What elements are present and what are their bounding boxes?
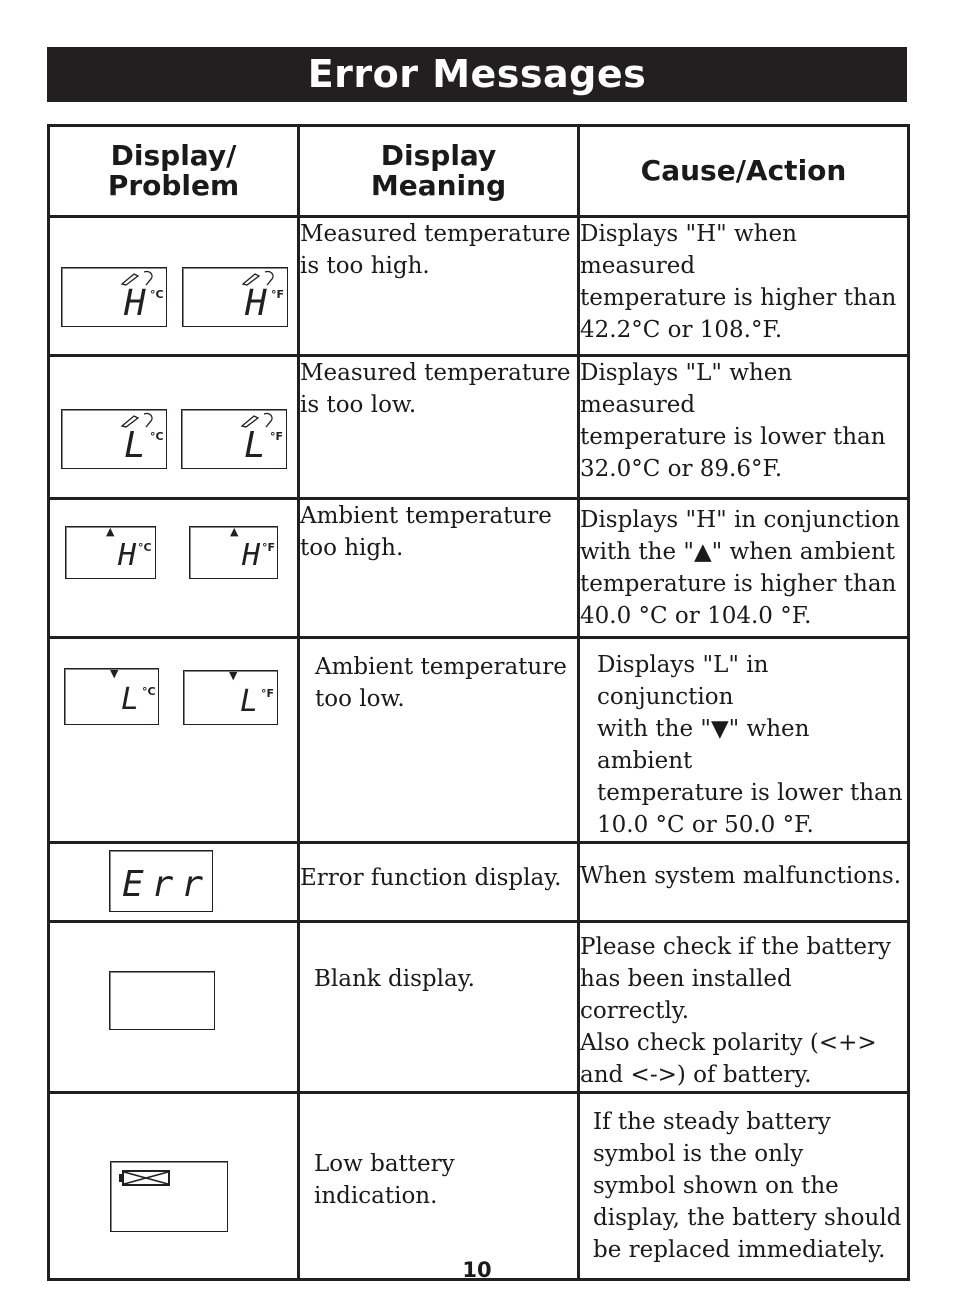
- lcd-display-blank: [109, 971, 215, 1030]
- display-cell: [49, 356, 299, 499]
- down-arrow-icon: ▼: [110, 667, 119, 680]
- lcd-unit: °C: [142, 685, 156, 698]
- table-row: [49, 1093, 909, 1280]
- up-arrow-icon: ▲: [106, 525, 115, 538]
- cause-cell: Displays "L" when measured temperature is lower than 32.0°C or 89.6°F.: [579, 356, 909, 499]
- display-cell: [49, 638, 299, 843]
- page-number: 10: [462, 1258, 492, 1282]
- cause-cell: Displays "H" in conjunction with the "▲" when ambient temperature is higher than 40.0 °C or 104.0 °F.: [579, 499, 909, 638]
- page-title: Error Messages: [47, 47, 907, 102]
- lcd-display-fahrenheit: [181, 409, 287, 469]
- meaning-cell: Ambient temperature too high.: [299, 499, 579, 638]
- meaning-cell: Ambient temperature too low.: [299, 638, 579, 843]
- lcd-display-fahrenheit: [182, 267, 288, 327]
- lcd-display-celsius: [64, 668, 159, 725]
- lcd-char: L: [124, 425, 146, 466]
- display-cell: [49, 499, 299, 638]
- display-cell: [49, 1093, 299, 1280]
- lcd-display-celsius: [61, 409, 167, 469]
- lcd-unit: °F: [261, 687, 275, 700]
- cause-cell: Displays "L" in conjunction with the "▼" when ambient temperature is lower than 10.0 °C or 50.0 °F.: [579, 638, 909, 843]
- lcd-char: H: [118, 538, 137, 573]
- lcd-char: H: [124, 283, 146, 324]
- table-row: [49, 499, 909, 638]
- cause-cell: When system malfunctions.: [579, 843, 909, 922]
- meaning-cell: Blank display.: [299, 922, 579, 1093]
- meaning-cell: Measured temperature is too low.: [299, 356, 579, 499]
- down-arrow-icon: ▼: [229, 669, 238, 682]
- lcd-unit: °C: [150, 288, 164, 301]
- meaning-cell: Low battery indication.: [299, 1093, 579, 1280]
- lcd-display-error: [109, 850, 213, 912]
- meaning-cell: Measured temperature is too high.: [299, 217, 579, 356]
- display-cell: [49, 922, 299, 1093]
- lcd-display-fahrenheit: [183, 670, 278, 725]
- table-row: [49, 638, 909, 843]
- header-display-problem: Display/ Problem: [49, 126, 299, 217]
- table-row: [49, 217, 909, 356]
- display-cell: [49, 843, 299, 922]
- cause-cell: If the steady battery symbol is the only symbol shown on the display, the battery should be replaced immediately.: [579, 1093, 909, 1280]
- meaning-cell: Error function display.: [299, 843, 579, 922]
- table-header-row: [49, 126, 909, 217]
- lcd-unit: °C: [138, 541, 152, 554]
- header-display-meaning: Display Meaning: [299, 126, 579, 217]
- table-row: [49, 356, 909, 499]
- lcd-char: L: [121, 682, 140, 717]
- lcd-unit: °F: [270, 430, 284, 443]
- battery-icon: [119, 1169, 171, 1187]
- lcd-display-celsius: [61, 267, 167, 327]
- lcd-char: H: [245, 283, 267, 324]
- display-cell: [49, 217, 299, 356]
- up-arrow-icon: ▲: [230, 525, 239, 538]
- lcd-char: H: [242, 538, 261, 573]
- lcd-unit: °F: [271, 288, 285, 301]
- cause-cell: Please check if the battery has been installed correctly. Also check polarity (<+> and <->) of battery.: [579, 922, 909, 1093]
- error-messages-table: [47, 124, 910, 1281]
- table-row: [49, 843, 909, 922]
- lcd-char: L: [244, 425, 266, 466]
- cause-cell: Displays "H" when measured temperature is higher than 42.2°C or 108.°F.: [579, 217, 909, 356]
- lcd-display-celsius: [65, 526, 156, 579]
- lcd-unit: °F: [262, 541, 276, 554]
- header-cause-action: Cause/Action: [579, 126, 909, 217]
- lcd-error-text: Err: [122, 864, 212, 905]
- lcd-unit: °C: [150, 430, 164, 443]
- table-row: [49, 922, 909, 1093]
- lcd-display-fahrenheit: [189, 526, 278, 579]
- lcd-display-battery: [110, 1161, 228, 1232]
- lcd-char: L: [240, 684, 259, 719]
